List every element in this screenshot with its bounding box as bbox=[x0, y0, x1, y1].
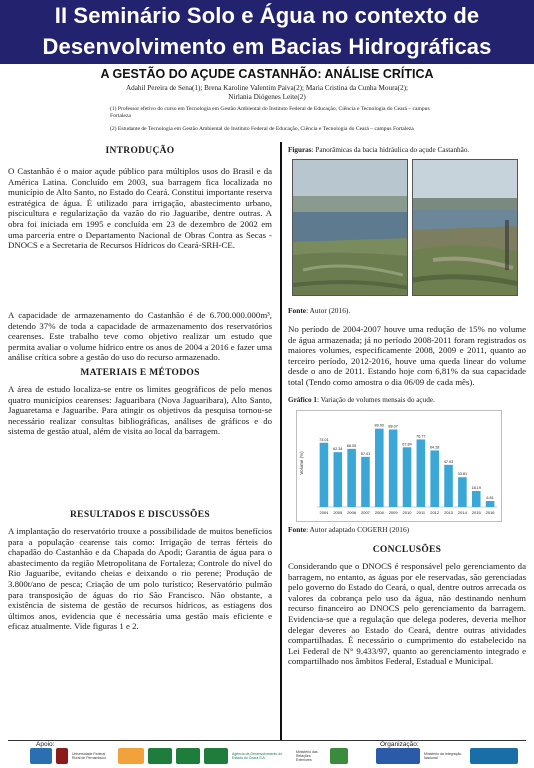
chart-value-label: 62.34 bbox=[333, 447, 343, 452]
chart-bar bbox=[486, 501, 495, 507]
reservoir-photo-1 bbox=[292, 159, 408, 296]
results-paragraph: A implantação do reservatório trouxe a possibilidade de muitos benefícios para a população cearense tais como: Irrigação de terras férteis do chapadão do Castanhão e da Chapada do Apodi; Garantia de água para o abastecimento da região Metropolitana de Fortaleza; Controle do nível do Rio Jaguaribe, evitando cheias e deixando o rio perene; Produção de 3.800t/ano de pesca; Criação de um polo turístico; Reservatório pulmão para transposição de águas do rio São Francisco. Não obstante, a existência de sistema de gestão de recursos hídricos, as estiagens dos últimos anos, evidencia que é necessária uma gestão mais eficiente e eficaz atualmente. Vide figuras 1 e 2. bbox=[8, 526, 272, 632]
affiliation-2: (2) Estudante de Tecnologia em Gestão Ambiental do Instituto Federal de Educação, Ciência e Tecnologia do Ceará – campus Fortaleza bbox=[110, 126, 414, 132]
chart-source bbox=[288, 525, 409, 534]
chart-bar bbox=[375, 429, 384, 507]
chart-bar bbox=[417, 439, 426, 507]
authors-line-2: Nirlania Diógenes Leite(2) bbox=[228, 93, 306, 101]
chart-value-label: 6.81 bbox=[486, 496, 494, 501]
apoio-label: Apoio: bbox=[36, 741, 55, 748]
chart-y-axis-label: Volume (%) bbox=[299, 451, 304, 475]
chart-category-label: 2009 bbox=[388, 510, 398, 515]
volume-chart bbox=[296, 410, 502, 522]
footer-rule bbox=[8, 740, 526, 741]
sinpaf-logo bbox=[30, 748, 52, 764]
chart-category-label: 2005 bbox=[333, 510, 343, 515]
embrapa-logo-2 bbox=[176, 748, 200, 764]
mi-logo: Ministério da Integração Nacional bbox=[424, 748, 464, 764]
chart-category-label: 2007 bbox=[361, 510, 370, 515]
chart-value-label: 89.00 bbox=[374, 423, 385, 428]
chart-caption-label: Gráfico 1 bbox=[288, 396, 317, 404]
chart-category-label: 2006 bbox=[347, 510, 357, 515]
authors-line-1: Adahil Pereira de Sena(1); Brena Karoline Valentim Paiva(2); Maria Cristina da Cunha Moura(2); bbox=[125, 84, 409, 92]
chart-bar bbox=[472, 491, 481, 507]
chart-bar bbox=[389, 429, 398, 507]
chart-caption bbox=[288, 396, 435, 404]
methods-paragraph: A área de estudo localiza-se entre os limites geográficos de pelo menos quatro municípios cearenses: Jaguaribara (Nova Jaguaribara), Alto Santo, Jaguaretama e Jaguaribe. Para atingir os objetivos da pesquisa tornou-se necessário realizar consultas bibliográficas, análises de gráficos e do sistema de gestão atual, além de visita ao local da barragem. bbox=[8, 384, 272, 437]
figures-caption-text: : Panorâmicas da bacia hidráulica do açude Castanhão. bbox=[311, 146, 470, 154]
section-title-conclusions: CONCLUSÕES bbox=[372, 545, 442, 555]
header-banner bbox=[0, 0, 534, 64]
ufrpe-logo bbox=[56, 748, 68, 764]
banner-line-2: Desenvolvimento em Bacias Hidrográficas bbox=[42, 34, 492, 59]
chart-value-label: 88.07 bbox=[388, 424, 398, 429]
embrapa-logo-3 bbox=[204, 748, 228, 764]
organizacao-label: Organização: bbox=[380, 741, 419, 748]
chart-category-label: 2014 bbox=[457, 510, 467, 515]
chart-bar bbox=[320, 443, 329, 507]
chart-category-label: 2012 bbox=[430, 510, 440, 515]
ufrpe-text-logo: Universidade Federal Rural de Pernambuco bbox=[72, 748, 114, 764]
chart-value-label: 47.93 bbox=[443, 459, 454, 464]
chart-value-label: 73.01 bbox=[319, 437, 329, 442]
figures-caption-label: Figuras bbox=[288, 146, 312, 154]
conclusions-paragraph: Considerando que o DNOCS é responsável pelo gerenciamento da barragem, no entanto, as águas por ele reservadas, são gerenciadas pelo governo do Estado do Ceará, o qual, dentre outros arrecada os valores da cobrança pelo uso da água, não destinando nenhum recurso financeiro ao DNOCS pelo gerenciamento da barragem. Evidencia-se que a regulação que delega poderes, deveria melhor delegar deveres ao Estado do Ceará, dentre outras atividades compartilhadas. É necessário o cumprimento do estabelecido na Lei Federal de N° 9.433/97, quanto ao gerenciamento integrado e compartilhado nos âmbitos Federal, Estadual e Municipal. bbox=[288, 561, 526, 667]
embrapa-logo-1 bbox=[148, 748, 172, 764]
chart-bar bbox=[458, 477, 467, 507]
figures-source bbox=[288, 306, 350, 315]
chart-bar bbox=[347, 449, 356, 507]
figures-caption bbox=[288, 146, 469, 154]
gov-crest-logo bbox=[330, 748, 348, 764]
intro-paragraph-1: O Castanhão é o maior açude público para múltiplos usos do Brasil e da América Latina. Concluído em 2003, sua barragem fica localizada no município de Alto Santo, no Estado do Ceará. Constitui importante reserva estratégica de água. É utilizado para irrigação, abastecimento urbano, piscicultura e regularização da vazão do rio Jaguaribe, dentre outras. A obra foi iniciada em 1995 e concluída em 23 de dezembro de 2002 em uma parceria entre o Departamento Nacional de Obras Contra as Secas - DNOCS e a Secretaria de Recursos Hídricos do Ceará-SRH-CE. bbox=[8, 166, 272, 251]
codevasf-logo bbox=[376, 748, 420, 764]
chart-category-label: 2013 bbox=[444, 510, 453, 515]
section-title-results: RESULTADOS E DISCUSSÕES bbox=[70, 510, 210, 520]
reservoir-photo-2 bbox=[412, 159, 518, 296]
affiliation-1: (1) Professor efetivo do curso em Tecnologia em Gestão Ambiental do Instituto Federal de Educação, Ciência e Tecnologia do Ceará – campus Fortaleza bbox=[110, 106, 430, 119]
chart-value-label: 67.84 bbox=[402, 442, 412, 447]
embrapa-semiarido-logo bbox=[470, 748, 518, 764]
chart-bar bbox=[403, 447, 412, 507]
chart-value-label: 57.01 bbox=[360, 451, 371, 456]
chart-value-label: 18.19 bbox=[471, 485, 481, 490]
paper-title: A GESTÃO DO AÇUDE CASTANHÃO: ANÁLISE CRÍTICA bbox=[100, 67, 434, 81]
figures-source-label: Fonte bbox=[288, 306, 307, 315]
chart-category-label: 2008 bbox=[374, 510, 384, 515]
mre-logo: Ministério das Relações Exteriores bbox=[296, 748, 326, 764]
chart-source-label: Fonte bbox=[288, 525, 307, 534]
chart-bar bbox=[444, 465, 453, 507]
column-divider bbox=[280, 142, 282, 740]
section-title-introduction: INTRODUÇÃO bbox=[105, 146, 175, 156]
intro-paragraph-2: A capacidade de armazenamento do Castanhão é de 6.700.000.000m³, detendo 37% de toda a capacidade de armazenamento dos reservatórios cearenses. Este trabalho teve como objetivo realizar um estudo que permita avaliar o volume hídrico entre os anos de 2004 a 2016 e fazer uma análise crítica sobre a gestão do uso do recurso armazenado. bbox=[8, 310, 272, 363]
chart-value-label: 33.81 bbox=[457, 472, 468, 477]
chart-value-label: 64.28 bbox=[429, 445, 440, 450]
chart-category-label: 2015 bbox=[471, 510, 481, 515]
adece-logo: Agência de Desenvolvimento do Estado do Ceará S.A. bbox=[232, 748, 292, 764]
results-volume-paragraph: No período de 2004-2007 houve uma redução de 15% no volume de água armazenada; já no período 2008-2011 foram registrados os maiores volumes, especificamente 2008, 2009 e 2011, quanto ao terceiro período, 2012-2016, houve uma queda linear do volume desde o ano de 2011. Estando hoje com 6,81% da sua capacidade total (Tendo como amostra o dia 06/09 de cada mês). bbox=[288, 324, 526, 387]
volume-chart-svg bbox=[297, 411, 503, 523]
chart-category-label: 2016 bbox=[485, 510, 495, 515]
figures-source-text: : Autor (2016). bbox=[306, 306, 351, 315]
ufc-logo bbox=[118, 748, 144, 764]
chart-bar bbox=[333, 452, 342, 507]
chart-value-label: 66.05 bbox=[346, 443, 357, 448]
chart-bar bbox=[361, 457, 370, 507]
chart-value-label: 76.77 bbox=[416, 434, 426, 439]
authors bbox=[0, 84, 534, 102]
section-title-methods: MATERIAIS E MÉTODOS bbox=[80, 368, 200, 378]
chart-category-label: 2004 bbox=[319, 510, 329, 515]
banner-line-1: II Seminário Solo e Água no contexto de bbox=[54, 3, 480, 28]
chart-category-label: 2011 bbox=[416, 510, 426, 515]
chart-caption-text: : Variação de volumes mensais do açude. bbox=[316, 396, 435, 404]
chart-category-label: 2010 bbox=[402, 510, 412, 515]
chart-source-text: : Autor adaptado COGERH (2016) bbox=[306, 525, 410, 534]
chart-bar bbox=[430, 450, 439, 507]
